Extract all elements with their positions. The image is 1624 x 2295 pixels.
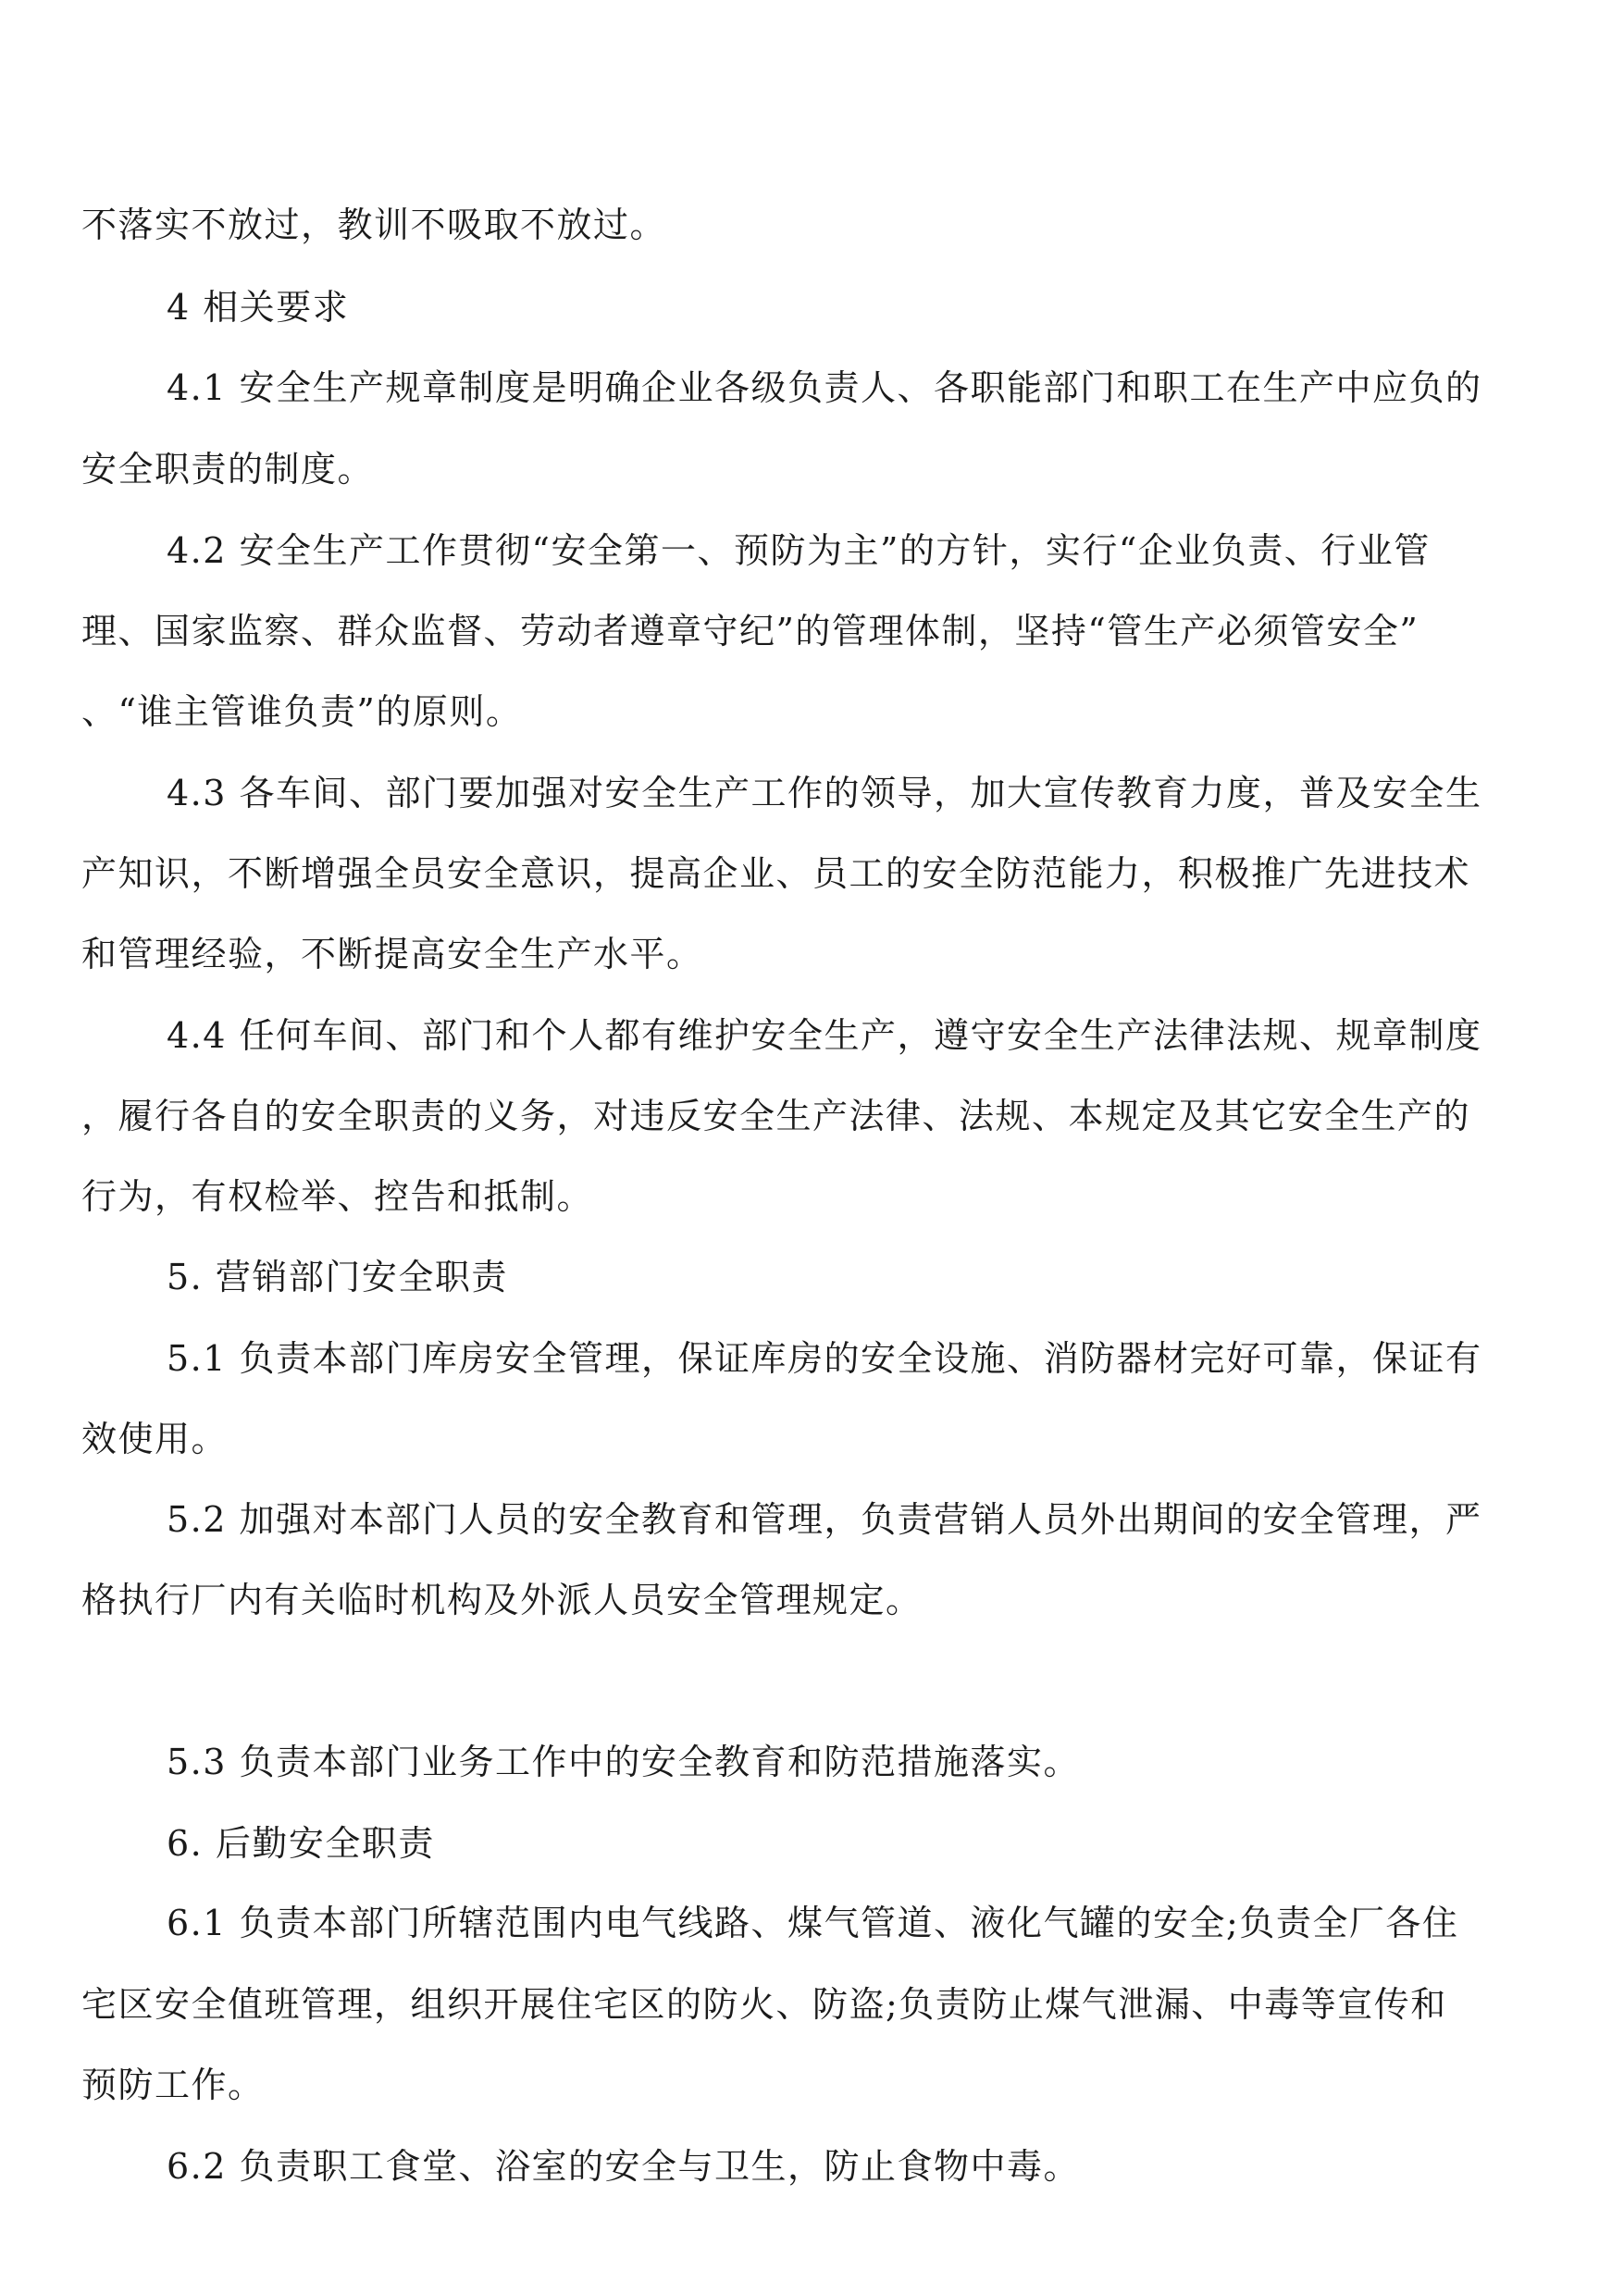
text-line: 4.4 任何车间、部门和个人都有维护安全生产，遵守安全生产法律法规、规章制度 (167, 1015, 1482, 1056)
text-line: 宅区安全值班管理，组织开展住宅区的防火、防盗;负责防止煤气泄漏、中毒等宣传和 (81, 1984, 1447, 2025)
text-line: 不落实不放过，教训不吸取不放过。 (81, 205, 667, 245)
text-line: 和管理经验，不断提高安全生产水平。 (81, 934, 703, 974)
text-line: 预防工作。 (81, 2065, 265, 2105)
text-line: 5.3 负责本部门业务工作中的安全教育和防范措施落实。 (167, 1742, 1081, 1782)
text-line: 格执行厂内有关临时机构及外派人员安全管理规定。 (81, 1580, 923, 1620)
text-line: 4.1 安全生产规章制度是明确企业各级负责人、各职能部门和职工在生产中应负的 (167, 367, 1482, 408)
text-line: 安全职责的制度。 (81, 449, 375, 490)
text-line: 效使用。 (81, 1419, 229, 1459)
section-heading: 6. 后勤安全职责 (167, 1823, 435, 1864)
text-line: 理、国家监察、群众监督、劳动者遵章守纪”的管理体制，坚持“管生产必须管安全” (81, 611, 1419, 651)
text-line: 5.2 加强对本部门人员的安全教育和管理，负责营销人员外出期间的安全管理，严 (167, 1499, 1482, 1540)
text-line: 产知识，不断增强全员安全意识，提高企业、员工的安全防范能力，积极推广先进技术 (81, 853, 1471, 894)
text-line: 6.1 负责本部门所辖范围内电气线路、煤气管道、液化气罐的安全;负责全厂各住 (167, 1903, 1459, 1943)
text-line: 行为，有权检举、控告和抵制。 (81, 1176, 594, 1217)
text-line: 6.2 负责职工食堂、浴室的安全与卫生，防止食物中毒。 (167, 2146, 1081, 2187)
text-line: 4.3 各车间、部门要加强对安全生产工作的领导，加大宣传教育力度，普及安全生 (167, 773, 1482, 813)
text-line: 4.2 安全生产工作贯彻“安全第一、预防为主”的方针，实行“企业负责、行业管 (167, 530, 1431, 571)
section-heading: 4 相关要求 (167, 287, 350, 328)
text-line: ，履行各自的安全职责的义务，对违反安全生产法律、法规、本规定及其它安全生产的 (81, 1096, 1471, 1136)
text-line: 、“谁主管谁负责”的原则。 (81, 691, 523, 732)
section-heading: 5. 营销部门安全职责 (167, 1257, 508, 1297)
text-line: 5.1 负责本部门库房安全管理，保证库房的安全设施、消防器材完好可靠，保证有 (167, 1338, 1482, 1379)
